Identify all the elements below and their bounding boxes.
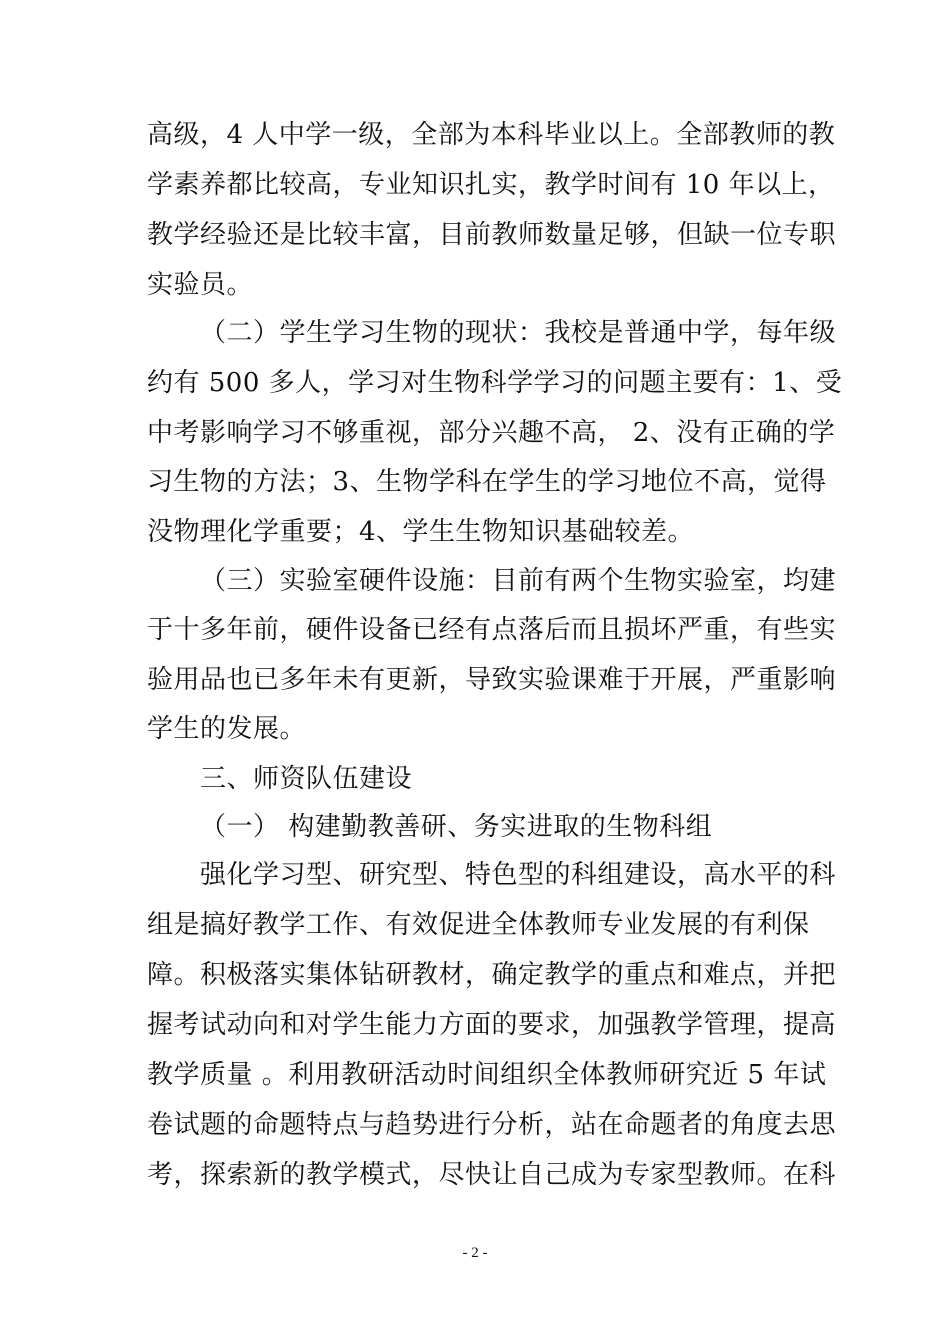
text-line: 障。积极落实集体钻研教材，确定教学的重点和难点，并把 bbox=[147, 960, 837, 990]
text-line: 于十多年前，硬件设备已经有点落后而且损坏严重，有些实 bbox=[147, 615, 837, 645]
paragraph-first-line: 强化学习型、研究型、特色型的科组建设，高水平的科 bbox=[200, 860, 837, 890]
text-line: 实验员。 bbox=[147, 270, 254, 300]
page-number: - 2 - bbox=[462, 1245, 488, 1261]
text-line: 约有 500 多人，学习对生物科学学习的问题主要有：1、受 bbox=[147, 368, 843, 398]
text-line: 中考影响学习不够重视，部分兴趣不高， 2、没有正确的学 bbox=[147, 418, 836, 448]
text-line: 握考试动向和对学生能力方面的要求，加强教学管理，提高 bbox=[147, 1010, 837, 1040]
text-line: 学生的发展。 bbox=[147, 714, 307, 744]
text-line: 考，探索新的教学模式，尽快让自己成为专家型教师。在科 bbox=[147, 1160, 837, 1190]
paragraph-heading-line: （二）学生学习生物的现状：我校是普通中学，每年级 bbox=[200, 318, 837, 348]
text-line: 习生物的方法；3、生物学科在学生的学习地位不高，觉得 bbox=[147, 467, 827, 497]
section-heading: 三、师资队伍建设 bbox=[200, 764, 413, 794]
text-line: 组是搞好教学工作、有效促进全体教师专业发展的有利保 bbox=[147, 910, 810, 940]
text-line: 卷试题的命题特点与趋势进行分析，站在命题者的角度去思 bbox=[147, 1110, 837, 1140]
paragraph-heading-line: （三）实验室硬件设施：目前有两个生物实验室，均建 bbox=[200, 566, 837, 596]
text-line: 学素养都比较高，专业知识扎实，教学时间有 10 年以上， bbox=[147, 170, 835, 200]
text-line: 教学质量 。利用教研活动时间组织全体教师研究近 5 年试 bbox=[147, 1060, 827, 1090]
subsection-heading: （一） 构建勤教善研、务实进取的生物科组 bbox=[200, 812, 713, 842]
text-line: 教学经验还是比较丰富，目前教师数量足够，但缺一位专职 bbox=[147, 220, 837, 250]
text-line: 验用品也已多年未有更新，导致实验课难于开展，严重影响 bbox=[147, 665, 837, 695]
text-line: 高级，4 人中学一级，全部为本科毕业以上。全部教师的教 bbox=[147, 120, 836, 150]
text-line: 没物理化学重要；4、学生生物知识基础较差。 bbox=[147, 517, 695, 547]
